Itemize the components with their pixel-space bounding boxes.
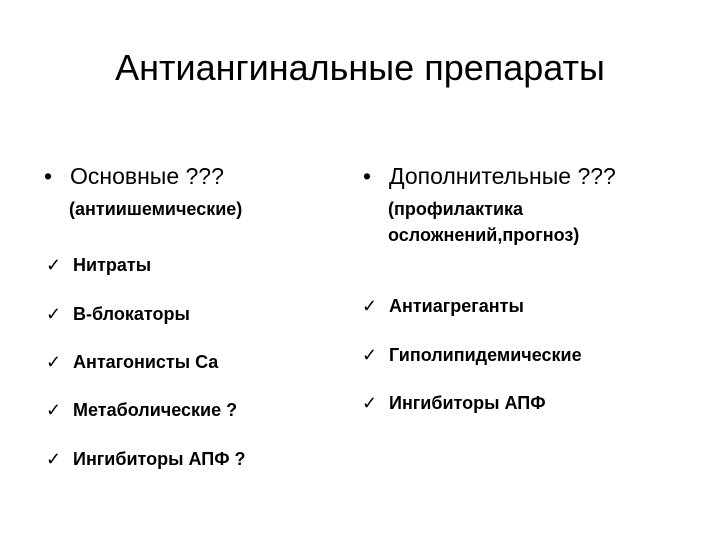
left-note [44, 196, 344, 222]
checkmark-icon: ✓ [46, 400, 62, 420]
slide-title: Антиангинальные препараты [115, 47, 605, 88]
right-check-item [362, 343, 582, 367]
right-check-item [362, 294, 524, 318]
checkmark-icon: ✓ [46, 304, 62, 324]
checkmark-icon: ✓ [46, 255, 62, 275]
checkmark-icon: ✓ [362, 296, 378, 316]
right-item-label: Гиполипидемические [389, 345, 582, 365]
right-note-line: осложнений,прогноз) [388, 225, 580, 245]
left-column [44, 160, 344, 222]
bullet-icon: • [44, 163, 53, 189]
bullet-icon: • [363, 163, 372, 189]
right-note-line: (профилактика [388, 199, 524, 219]
checkmark-icon: ✓ [46, 449, 62, 469]
left-item-label: Нитраты [73, 255, 152, 275]
right-column [363, 160, 703, 248]
left-item-label: Метаболические ? [73, 400, 238, 420]
checkmark-icon: ✓ [362, 345, 378, 365]
right-note [363, 196, 703, 248]
right-heading-row [363, 160, 703, 192]
right-item-label: Антиагреганты [389, 296, 524, 316]
right-heading: Дополнительные ??? [389, 163, 616, 189]
left-item-label: Ингибиторы АПФ ? [73, 449, 246, 469]
right-item-label: Ингибиторы АПФ [389, 393, 546, 413]
left-check-item [46, 447, 246, 471]
left-check-item [46, 253, 151, 277]
left-heading: Основные ??? [70, 163, 224, 189]
left-check-item [46, 302, 190, 326]
left-check-item [46, 350, 218, 374]
left-item-label: Антагонисты Са [73, 352, 219, 372]
left-item-label: В-блокаторы [73, 304, 190, 324]
checkmark-icon: ✓ [46, 352, 62, 372]
left-check-item [46, 398, 237, 422]
left-note-line: (антиишемические) [69, 199, 243, 219]
left-heading-row [44, 160, 344, 192]
right-check-item [362, 391, 546, 415]
checkmark-icon: ✓ [362, 393, 378, 413]
